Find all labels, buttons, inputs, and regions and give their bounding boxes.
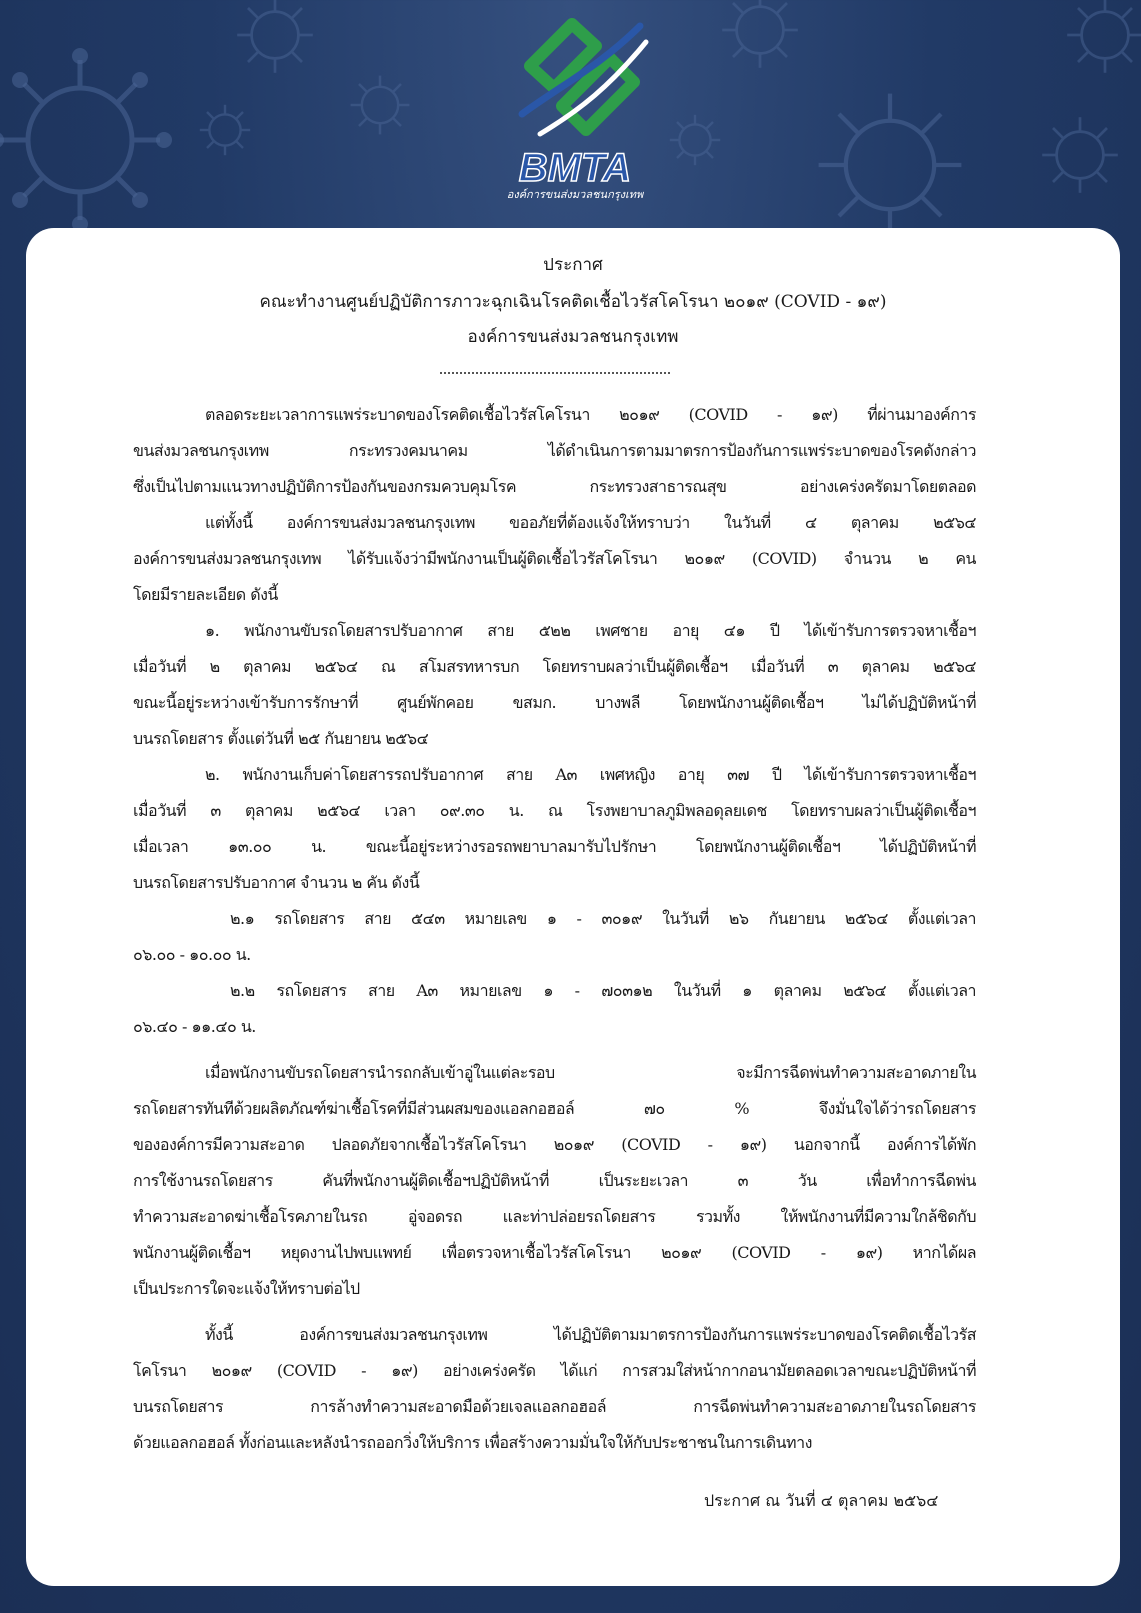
text-line: แต่ทั้งนี้ องค์การขนส่งมวลชนกรุงเทพ ขออภัยที่ต้องแจ้งให้ทราบว่า ในวันที่ ๔ ตุลาคม ๒๕๖๔ [205,513,976,532]
announcement-heading: ประกาศ [543,255,603,275]
announcement-card [26,228,1120,1586]
announcement-content [26,228,1120,1586]
text-line: เมื่อวันที่ ๒ ตุลาคม ๒๕๖๔ ณ สโมสรทหารบก โดยทราบผลว่าเป็นผู้ติดเชื้อฯ เมื่อวันที่ ๓ ตุลาคม ๒๕๖๔ [133,657,976,676]
logo-text: BMTA [518,146,632,190]
text-line: ๐๖.๐๐ - ๑๐.๐๐ น. [133,945,251,964]
text-line: ๒. พนักงานเก็บค่าโดยสารรถปรับอากาศ สาย A๓ เพศหญิง อายุ ๓๗ ปี ได้เข้ารับการตรวจหาเชื้อฯ [205,765,976,784]
text-line: โคโรนา ๒๐๑๙ (COVID - ๑๙) อย่างเคร่งครัด ได้แก่ การสวมใส่หน้ากากอนามัยตลอดเวลาขณะปฏิบัติหน้าที่ [133,1361,976,1380]
text-line: ขนส่งมวลชนกรุงเทพ กระทรวงคมนาคม ได้ดำเนินการตามมาตรการป้องกันการแพร่ระบาดของโรคดังกล่าว [133,441,976,460]
logo-subtitle: องค์การขนส่งมวลชนกรุงเทพ [506,188,644,201]
text-line: ซึ่งเป็นไปตามแนวทางปฏิบัติการป้องกันของกรมควบคุมโรค กระทรวงสาธารณสุข อย่างเคร่งครัดมาโดยตลอด [133,477,976,496]
text-line: ๐๖.๔๐ - ๑๑.๔๐ น. [133,1017,256,1036]
committee-title: คณะทำงานศูนย์ปฏิบัติการภาวะฉุกเฉินโรคติดเชื้อไวรัสโคโรนา ๒๐๑๙ (COVID - ๑๙) [259,292,887,312]
text-line: โดยมีรายละเอียด ดังนี้ [133,585,278,604]
virus-icon [665,110,725,170]
text-line: เมื่อพนักงานขับรถโดยสารนำรถกลับเข้าอู่ในแต่ละรอบ จะมีการฉีดพ่นทำความสะอาดภายใน [205,1063,976,1082]
text-line: พนักงานผู้ติดเชื้อฯ หยุดงานไปพบแพทย์ เพื่อตรวจหาเชื้อไวรัสโคโรนา ๒๐๑๙ (COVID - ๑๙) หากได้ผล [133,1243,976,1262]
text-line: เมื่อเวลา ๑๓.๐๐ น. ขณะนี้อยู่ระหว่างรอรถพยาบาลมารับไปรักษา โดยพนักงานผู้ติดเชื้อฯ ได้ปฏิบัติหน้าที่ [133,837,976,856]
divider [440,372,670,376]
virus-icon [195,100,255,160]
text-line: ๑. พนักงานขับรถโดยสารปรับอากาศ สาย ๕๒๒ เพศชาย อายุ ๔๑ ปี ได้เข้ารับการตรวจหาเชื้อฯ [205,621,976,640]
text-line: เป็นประการใดจะแจ้งให้ทราบต่อไป [133,1279,360,1298]
text-line: ๒.๑ รถโดยสาร สาย ๕๔๓ หมายเลข ๑ - ๓๐๑๙ ในวันที่ ๒๖ กันยายน ๒๕๖๔ ตั้งแต่เวลา [230,909,976,928]
text-line: บนรถโดยสาร ตั้งแต่วันที่ ๒๕ กันยายน ๒๕๖๔ [133,729,429,748]
text-line: รถโดยสารทันทีด้วยผลิตภัณฑ์ฆ่าเชื้อโรคที่มีส่วนผสมของแอลกอฮอล์ ๗๐ % จึงมั่นใจได้ว่ารถโดยสาร [133,1099,976,1118]
text-line: ขององค์การมีความสะอาด ปลอดภัยจากเชื้อไวรัสโคโรนา ๒๐๑๙ (COVID - ๑๙) นอกจากนี้ องค์การได้พัก [133,1135,976,1154]
text-line: ขณะนี้อยู่ระหว่างเข้ารับการรักษาที่ ศูนย์พักคอย ขสมก. บางพลี โดยพนักงานผู้ติดเชื้อฯ ไม่ได้ปฏิบัติหน้าที่ [133,693,976,712]
text-line: เมื่อวันที่ ๓ ตุลาคม ๒๕๖๔ เวลา ๐๙.๓๐ น. ณ โรงพยาบาลภูมิพลอดุลยเดช โดยทราบผลว่าเป็นผู้ติดเชื้อฯ [133,801,976,820]
virus-icon [805,80,975,250]
virus-icon [1035,110,1125,200]
bmta-logo [500,6,650,216]
text-line: ทั้งนี้ องค์การขนส่งมวลชนกรุงเทพ ได้ปฏิบัติตามมาตรการป้องกันการแพร่ระบาดของโรคติดเชื้อไวรัส [205,1325,976,1344]
virus-icon [1060,0,1141,80]
signature-date: ประกาศ ณ วันที่ ๔ ตุลาคม ๒๕๖๔ [704,1491,939,1510]
text-line: บนรถโดยสารปรับอากาศ จำนวน ๒ คัน ดังนี้ [133,873,420,892]
virus-icon [345,70,415,140]
text-line: ตลอดระยะเวลาการแพร่ระบาดของโรคติดเชื้อไวรัสโคโรนา ๒๐๑๙ (COVID - ๑๙) ที่ผ่านมาองค์การ [205,405,976,424]
text-line: การใช้งานรถโดยสาร คันที่พนักงานผู้ติดเชื้อฯปฏิบัติหน้าที่ เป็นระยะเวลา ๓ วัน เพื่อทำการฉีดพ่น [133,1171,976,1190]
text-line: ด้วยแอลกอฮอล์ ทั้งก่อนและหลังนำรถออกวิ่งให้บริการ เพื่อสร้างความมั่นใจให้กับประชาชนในการเดินทาง [133,1433,812,1452]
text-line: ๒.๒ รถโดยสาร สาย A๓ หมายเลข ๑ - ๗๐๓๑๒ ในวันที่ ๑ ตุลาคม ๒๕๖๔ ตั้งแต่เวลา [230,981,976,1000]
text-line: ทำความสะอาดฆ่าเชื้อโรคภายในรถ อู่จอดรถ และท่าปล่อยรถโดยสาร รวมทั้ง ให้พนักงานที่มีความใกล้ชิดกับ [133,1207,976,1226]
virus-icon [715,0,805,75]
organization-name: องค์การขนส่งมวลชนกรุงเทพ [467,327,679,347]
virus-icon [230,0,320,80]
virus-icon [0,40,180,240]
text-line: บนรถโดยสาร การล้างทำความสะอาดมือด้วยเจลแอลกอฮอล์ การฉีดพ่นทำความสะอาดภายในรถโดยสาร [133,1397,976,1416]
text-line: องค์การขนส่งมวลชนกรุงเทพ ได้รับแจ้งว่ามีพนักงานเป็นผู้ติดเชื้อไวรัสโคโรนา ๒๐๑๙ (COVID) จำนวน ๒ คน [133,549,976,568]
